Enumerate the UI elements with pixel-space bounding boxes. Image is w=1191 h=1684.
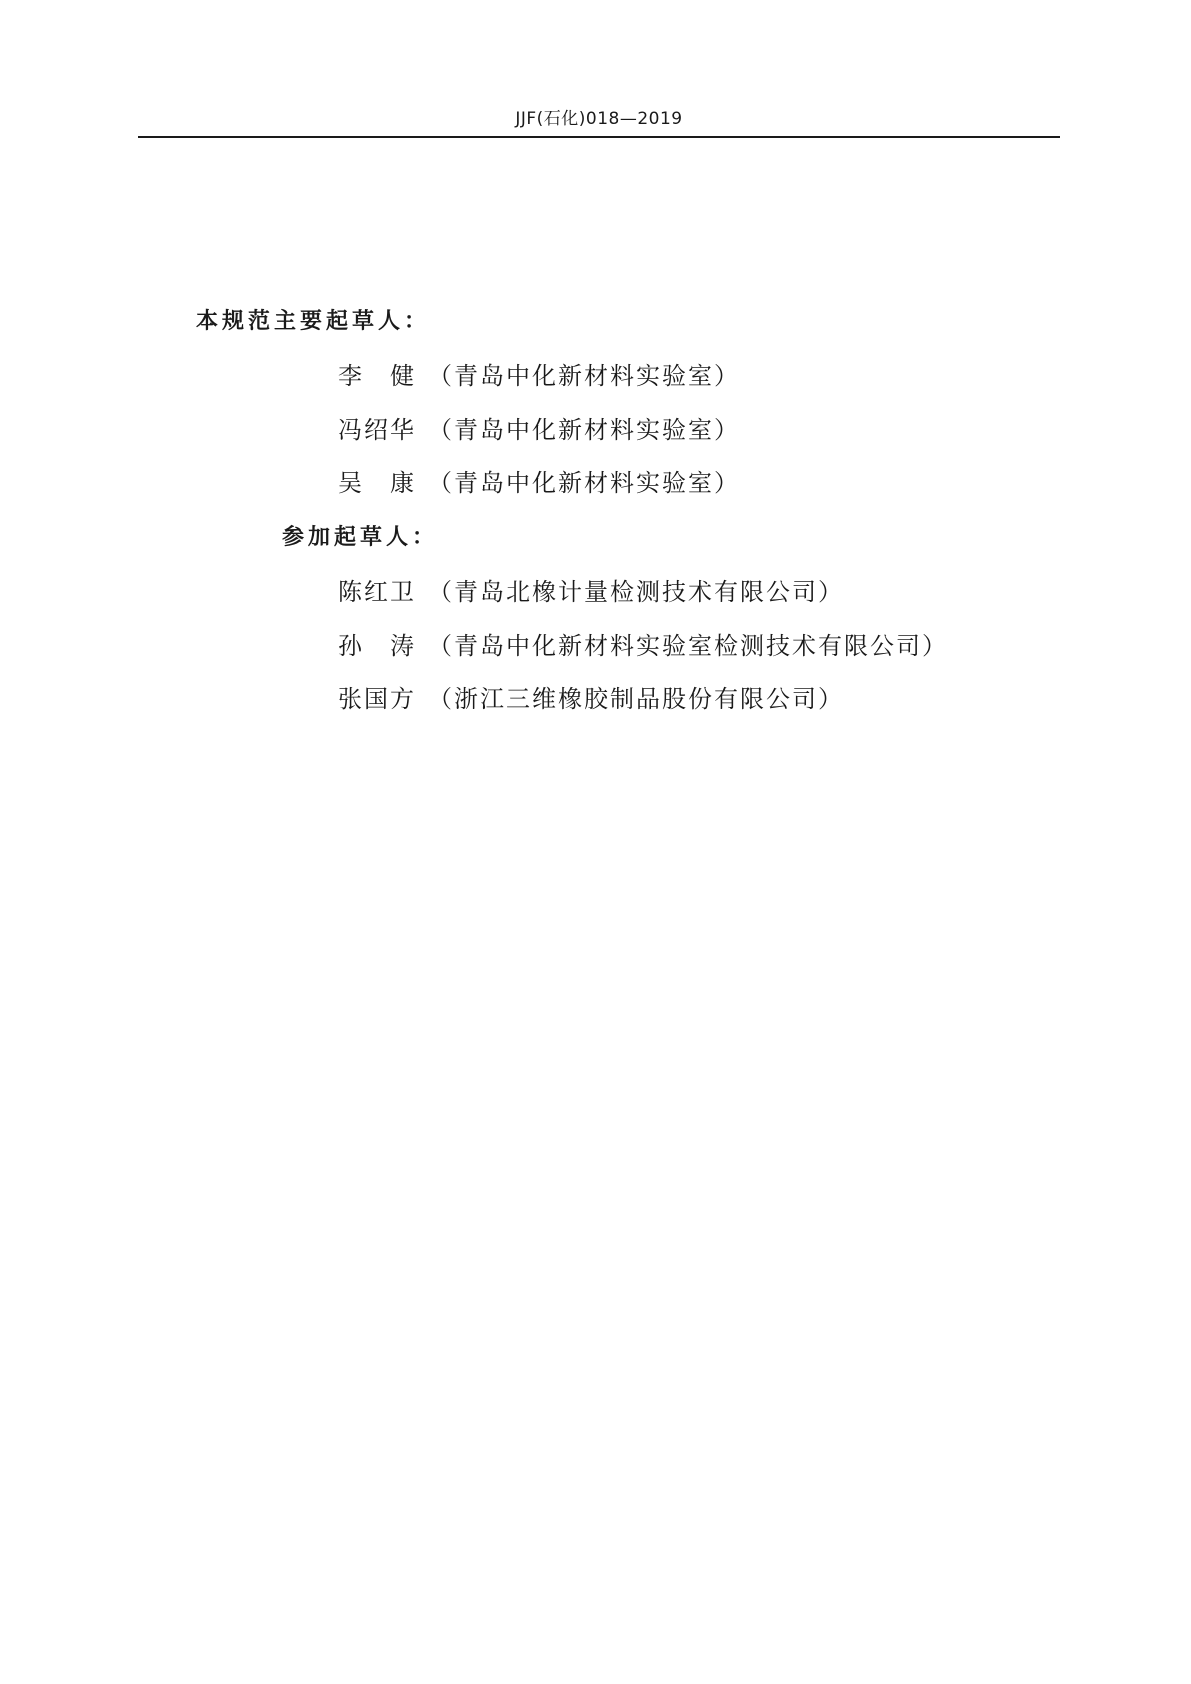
main-drafter-item (338, 467, 740, 499)
participating-drafter-item (338, 683, 844, 715)
drafter-organization: （青岛中化新材料实验室检测技术有限公司） (428, 632, 948, 660)
main-drafters-title: 本规范主要起草人： (196, 309, 431, 334)
header-rule (138, 136, 1060, 138)
drafter-organization: （浙江三维橡胶制品股份有限公司） (428, 685, 844, 713)
drafter-organization: （青岛中化新材料实验室） (428, 469, 740, 497)
drafter-organization: （青岛北橡计量检测技术有限公司） (428, 578, 844, 606)
drafter-name: 孙 涛 (338, 632, 416, 660)
drafter-name: 冯绍华 (338, 416, 416, 444)
drafter-name: 吴 康 (338, 469, 416, 497)
drafter-organization: （青岛中化新材料实验室） (428, 362, 740, 390)
drafter-name: 陈红卫 (338, 578, 416, 606)
main-drafter-item (338, 414, 740, 446)
participating-drafters-title: 参加起草人： (282, 525, 439, 550)
main-drafter-item (338, 360, 740, 392)
participating-drafter-item (338, 576, 844, 608)
participating-drafter-item (338, 630, 948, 662)
page-header (138, 98, 1060, 138)
document-code: JJF(石化)018—2019 (515, 109, 683, 129)
drafter-organization: （青岛中化新材料实验室） (428, 416, 740, 444)
drafter-name: 李 健 (338, 362, 416, 390)
drafter-name: 张国方 (338, 685, 416, 713)
